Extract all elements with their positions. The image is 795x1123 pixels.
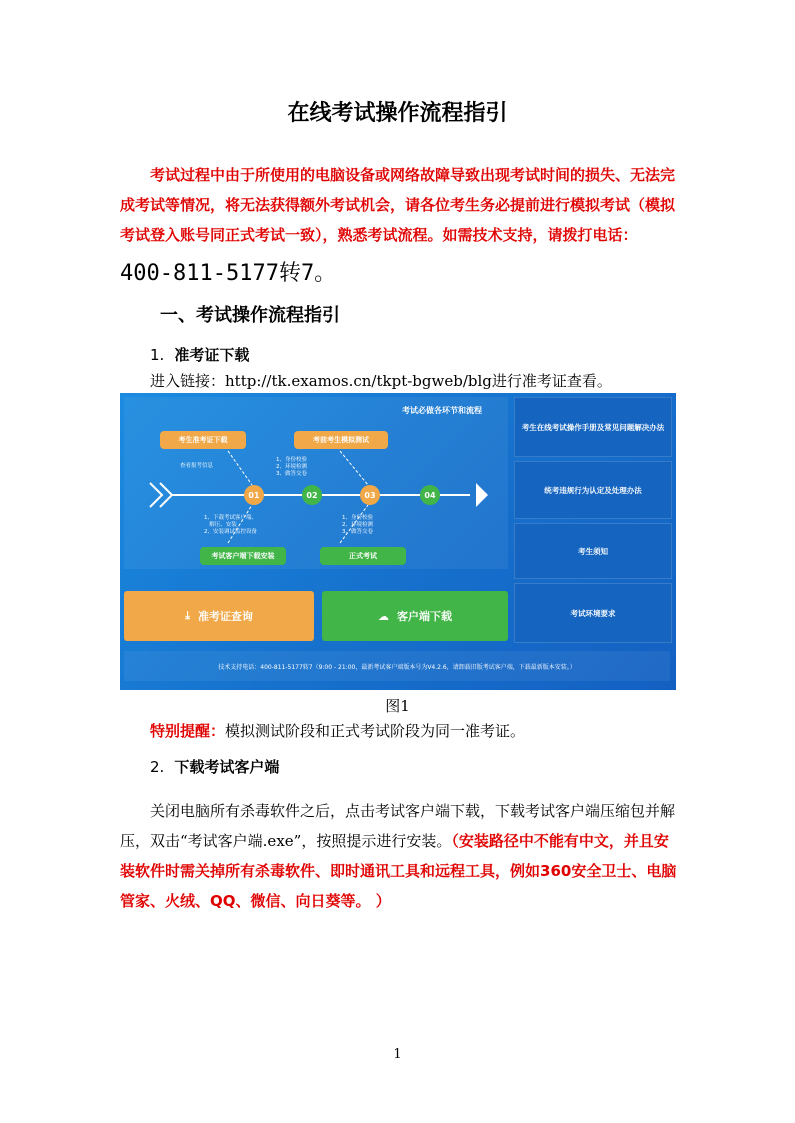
support-phone: 400-811-5177转7。 [120,261,337,286]
flow-title: 考试必做各环节和流程 [402,406,482,415]
install-warning: （安装路径中不能有中文，并且安装软件时需关掉所有杀毒软件、即时通讯工具和远程工具，例如360安全卫士、电脑管家、火绒、QQ、微信、向日葵等。 ） [120,832,677,910]
connector [340,451,368,485]
side-link-violations[interactable]: 统考违规行为认定及处理办法 [514,461,672,519]
arrow-chevron-icon [150,483,162,507]
item-heading-client [150,756,279,777]
item-number: 1. [150,346,165,364]
reminder-text: 模拟测试阶段和正式考试阶段为同一准考证。 [225,722,526,740]
section-heading: 一、考试操作流程指引 [160,305,340,326]
step-label-mock: 考前考生模拟测试 [294,431,388,449]
step-number-3: 03 [360,485,380,505]
step-number-4: 04 [420,485,440,505]
entry-link-text[interactable]: 进入链接：http://tk.examos.cn/tkpt-bgweb/blg进行准考证查看。 [150,372,612,390]
special-reminder [150,720,525,741]
side-link-environment[interactable]: 考试环境要求 [514,583,672,643]
side-link-notice[interactable]: 考生须知 [514,523,672,579]
connector [228,451,252,485]
install-instructions [120,796,680,916]
ticket-query-label: 准考证查询 [197,610,253,623]
install-text: 关闭电脑所有杀毒软件之后，点击考试客户端下载，下载考试客户端压缩包并解压，双击“考试客户端.exe”，按照提示进行安装。 [120,802,676,850]
step-number-1: 01 [244,485,264,505]
arrow-head-icon [476,483,488,507]
step-label-exam: 正式考试 [320,547,406,565]
figure-footer: 技术支持电话：400-811-5177转7（9:00 - 21:00，最新考试客户端版本号为V4.2.6，请卸载旧版考试客户端，下载最新版本安装。） [124,651,670,681]
item-number: 2. [150,758,165,776]
cloud-download-icon: ☁ [378,609,389,623]
item-heading-ticket [150,344,249,365]
note-exam: 1、身份校验 2、环境检测 3、做答交卷 [342,515,373,535]
page-title: 在线考试操作流程指引 [287,101,508,126]
client-download-label: 客户端下载 [397,610,452,623]
client-download-button[interactable] [322,591,508,641]
page-number: 1 [393,1047,402,1062]
note-check-info: 查看报考信息 [180,463,214,469]
flow-figure [120,393,676,690]
warning-text: 考试过程中由于所使用的电脑设备或网络故障导致出现考试时间的损失、无法完成考试等情况，将无法获得额外考试机会，请各位考生务必提前进行模拟考试（模拟考试登入账号同正式考试一致），熟悉考试流程。如需技术支持，请拨打电话： [120,166,676,244]
note-mock: 1、身份校验 2、环境检测 3、做答交卷 [276,457,307,477]
item-label: 下载考试客户端 [174,758,280,776]
note-download: 1、下载考试客户端、 解压、安装 2、安装调试监控设备 [204,515,257,535]
item-label: 准考证下载 [174,346,250,364]
step-number-2: 02 [302,485,322,505]
figure-caption: 图1 [385,697,410,715]
step-label-install: 考试客户端下载安装 [200,547,286,565]
step-label-ticket: 考生准考证下载 [160,431,246,449]
reminder-label: 特别提醒： [150,722,226,740]
download-icon: ⤓ [185,609,190,622]
side-link-manual[interactable]: 考生在线考试操作手册及常见问题解决办法 [514,397,672,457]
ticket-query-button[interactable] [124,591,314,641]
